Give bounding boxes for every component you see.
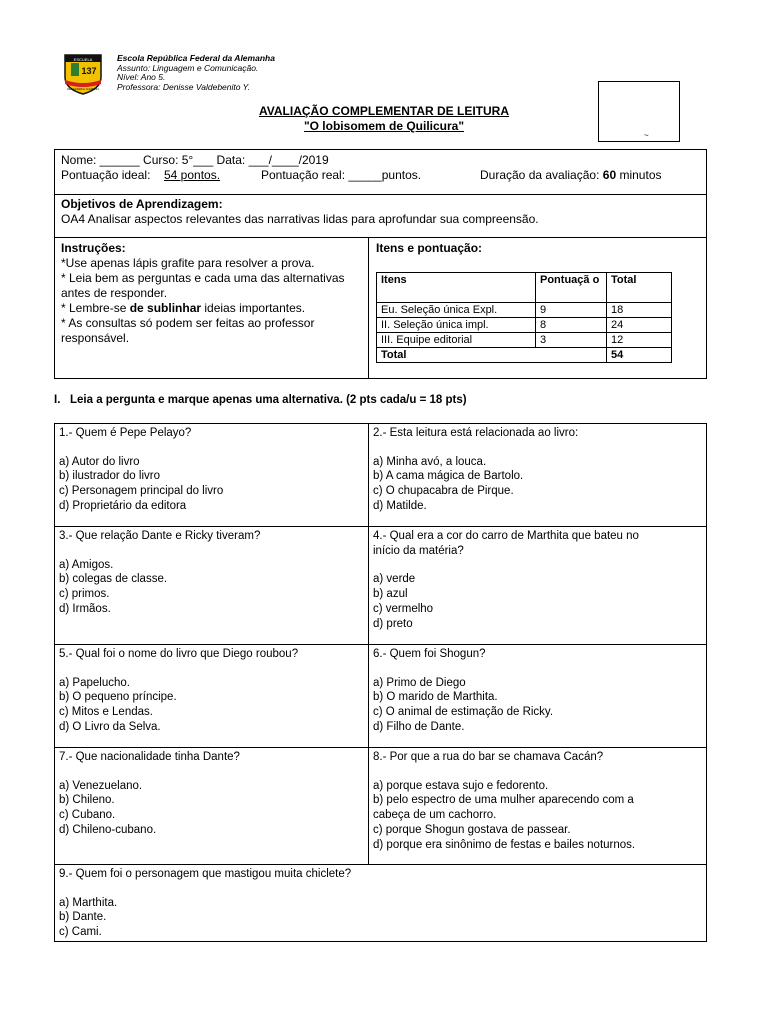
question-4: 4.- Qual era a cor do carro de Marthita que bateu no início da matéria? a) verde b) azul c) vermelho d) preto — [368, 526, 707, 634]
teacher: Professora: Denisse Valdebenito Y. — [117, 81, 250, 92]
ideal-score-label: Pontuação ideal: — [61, 168, 151, 182]
question-6: 6.- Quem foi Shogun? a) Primo de Diego b) O marido de Marthita. c) O animal de estimação de Ricky. d) Filho de Dante. — [368, 644, 707, 738]
option[interactable]: b) colegas de classe. — [59, 573, 168, 586]
page-subtitle: "O lobisomem de Quilicura" — [303, 119, 465, 133]
items-heading: Itens e pontuação: — [376, 241, 483, 255]
option[interactable]: b) azul — [373, 588, 408, 601]
option[interactable]: a) porque estava sujo e fedorento. — [373, 779, 549, 792]
grade-box — [598, 81, 680, 142]
svg-text:137: 137 — [81, 66, 97, 76]
option[interactable]: c) primos. — [59, 588, 110, 601]
option[interactable]: a) Primo de Diego — [373, 676, 466, 689]
grade-mark: ~ — [644, 131, 649, 140]
option[interactable]: d) Irmãos. — [59, 602, 111, 615]
option[interactable]: a) verde — [373, 573, 416, 586]
option[interactable]: c) porque Shogun gostava de passear. — [373, 823, 571, 836]
option[interactable]: d) preto — [373, 617, 413, 630]
option[interactable]: d) porque era sinônimo de festas e bailes noturnos. — [373, 838, 636, 851]
option[interactable]: a) Papelucho. — [59, 676, 130, 689]
option: cabeça de um cachorro. — [373, 809, 497, 822]
subject: Assunto: Linguagem e Comunicação. — [117, 62, 259, 73]
option[interactable]: c) O chupacabra de Pirque. — [373, 485, 514, 498]
option[interactable]: d) Matilde. — [373, 499, 427, 512]
option[interactable]: d) O Livro da Selva. — [59, 720, 161, 733]
question-7: 7.- Que nacionalidade tinha Dante? a) Venezuelano. b) Chileno. c) Cubano. d) Chileno-cubano. — [54, 747, 368, 841]
option[interactable]: b) O pequeno príncipe. — [59, 691, 177, 704]
school-info — [117, 54, 275, 92]
option[interactable]: a) Minha avó, a louca. — [373, 455, 487, 468]
question-5: 5.- Qual foi o nome do livro que Diego roubou? a) Papelucho. b) O pequeno príncipe. c) Mitos e Lendas. d) O Livro da Selva. — [54, 644, 368, 738]
option[interactable]: d) Chileno-cubano. — [59, 823, 157, 836]
real-score: Pontuação real: _____puntos. — [261, 168, 422, 182]
option[interactable]: d) Proprietário da editora — [59, 499, 187, 512]
option[interactable]: c) Cami. — [59, 926, 102, 939]
instructions: Instruções: *Use apenas lápis grafite para resolver a prova. * Leia bem as perguntas e cada uma das alternativas antes de responder. * Lembre-se de sublinhar ideias importantes. * As consultas só podem ser feitas ao professor responsável. — [61, 241, 345, 345]
svg-text:REP. FEDERAL ALEMANIA: REP. FEDERAL ALEMANIA — [66, 88, 100, 91]
option[interactable]: c) vermelho — [373, 602, 434, 615]
question-2: 2.- Esta leitura está relacionada ao livro: a) Minha avó, a louca. b) A cama mágica de Bartolo. c) O chupacabra de Pirque. d) Matilde. — [368, 423, 707, 517]
option[interactable]: c) O animal de estimação de Ricky. — [373, 706, 554, 719]
school-logo — [62, 53, 104, 95]
option[interactable]: a) Venezuelano. — [59, 779, 143, 792]
option[interactable]: b) pelo espectro de uma mulher aparecendo com a — [373, 794, 634, 807]
level: Nível: Ano 5. — [117, 72, 166, 82]
school-name: Escola República Federal da Alemanha — [117, 53, 275, 63]
score-table: Itens Pontuaçã o Total Eu. Seleção única Expl. 9 18 II. Seleção única impl. 8 24 III. Equipe editorial 3 12 Total 54 — [376, 272, 672, 363]
instructions-heading: Instruções: — [61, 241, 126, 255]
question-8: 8.- Por que a rua do bar se chamava Cacán? a) porque estava sujo e fedorento. b) pelo espectro de uma mulher aparecendo com a cabeça de um cachorro. c) porque Shogun gostava de passear. d) porque era sinônimo de festas e bailes noturnos. — [368, 747, 707, 855]
option[interactable]: b) O marido de Marthita. — [373, 691, 498, 704]
question-1: 1.- Quem é Pepe Pelayo? a) Autor do livro b) ilustrador do livro c) Personagem principal do livro d) Proprietário da editora — [54, 423, 368, 517]
objectives-heading: Objetivos de Aprendizagem: — [61, 197, 223, 211]
option[interactable]: c) Personagem principal do livro — [59, 485, 224, 498]
option[interactable]: c) Mitos e Lendas. — [59, 706, 153, 719]
duration: Duração da avaliação: 60 minutos — [480, 168, 662, 182]
option[interactable]: c) Cubano. — [59, 809, 116, 822]
ideal-score-value: 54 pontos. — [164, 168, 221, 182]
objectives-text: OA4 Analisar aspectos relevantes das narrativas lidas para aprofundar sua compreensão. — [61, 212, 539, 226]
option[interactable]: b) ilustrador do livro — [59, 470, 160, 483]
option[interactable]: a) Amigos. — [59, 558, 114, 571]
option[interactable]: b) Chileno. — [59, 794, 115, 807]
option[interactable]: a) Autor do livro — [59, 455, 140, 468]
option[interactable]: b) A cama mágica de Bartolo. — [373, 470, 524, 483]
section-1-heading: I. Leia a pergunta e marque apenas uma alternativa. (2 pts cada/u = 18 pts) — [54, 394, 467, 406]
svg-text:ESCUELA: ESCUELA — [73, 57, 93, 62]
option[interactable]: a) Marthita. — [59, 896, 118, 909]
question-9: 9.- Quem foi o personagem que mastigou muita chiclete? a) Marthita. b) Dante. c) Cami. — [54, 864, 707, 943]
page-title: AVALIAÇÃO COMPLEMENTAR DE LEITURA — [259, 104, 509, 118]
question-3: 3.- Que relação Dante e Ricky tiveram? a) Amigos. b) colegas de classe. c) primos. d) Irmãos. — [54, 526, 368, 620]
option[interactable]: b) Dante. — [59, 911, 107, 924]
option[interactable]: d) Filho de Dante. — [373, 720, 465, 733]
name-line: Nome: ______ Curso: 5°___ Data: ___/____/2019 — [61, 153, 329, 167]
